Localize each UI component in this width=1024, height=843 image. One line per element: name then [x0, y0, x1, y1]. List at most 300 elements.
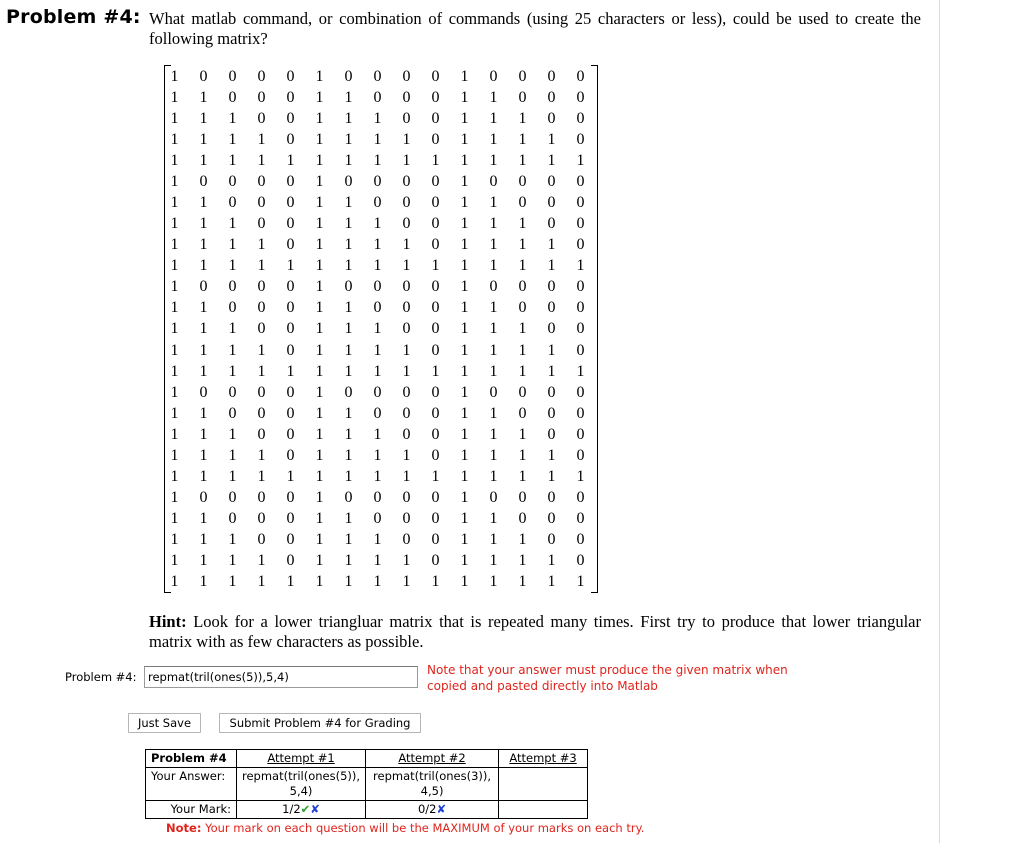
matrix-cell: 1 — [460, 194, 469, 211]
matrix-cell: 1 — [373, 468, 382, 486]
matrix-cell: 1 — [199, 531, 208, 549]
attempt-1-answer: repmat(tril(ones(5)), 5,4) — [237, 768, 366, 801]
matrix-cell: 1 — [170, 489, 179, 507]
matrix-cell: 0 — [576, 531, 585, 549]
matrix-cell: 0 — [431, 552, 440, 570]
answer-label: Problem #4: — [65, 670, 137, 684]
matrix-cell: 0 — [257, 194, 266, 211]
matrix-cell: 1 — [489, 552, 498, 570]
matrix-cell: 0 — [286, 299, 295, 317]
matrix-cell: 1 — [460, 215, 469, 233]
matrix-cell: 1 — [489, 510, 498, 528]
matrix-cell: 1 — [170, 88, 179, 106]
matrix-cell: 1 — [315, 531, 324, 549]
matrix-cell: 0 — [518, 88, 527, 106]
matrix-cell: 1 — [257, 552, 266, 570]
matrix-cell: 1 — [286, 468, 295, 486]
matrix-cell: 0 — [373, 67, 382, 85]
matrix-cell: 0 — [257, 383, 266, 401]
matrix-cell: 1 — [228, 320, 237, 338]
matrix-cell: 0 — [547, 320, 556, 338]
matrix-cell: 1 — [547, 468, 556, 486]
matrix-cell: 0 — [547, 88, 556, 106]
matrix-cell: 1 — [344, 299, 353, 317]
matrix-cell: 1 — [489, 151, 498, 169]
attempt-1-mark — [237, 801, 366, 819]
attempt-3-link[interactable]: Attempt #3 — [509, 751, 577, 765]
matrix-cell: 1 — [547, 446, 556, 464]
matrix-cell: 0 — [576, 194, 585, 211]
matrix-cell: 1 — [373, 362, 382, 380]
matrix-cell: 0 — [402, 489, 411, 507]
matrix-cell: 0 — [199, 278, 208, 296]
matrix-cell: 0 — [518, 67, 527, 85]
matrix-cell: 0 — [402, 510, 411, 528]
matrix-cell: 1 — [547, 257, 556, 275]
matrix-cell: 1 — [315, 151, 324, 169]
page-divider — [939, 0, 940, 843]
attempts-answer-row — [146, 768, 588, 801]
matrix-cell: 1 — [518, 130, 527, 148]
matrix-cell: 0 — [431, 510, 440, 528]
your-answer-label: Your Answer: — [146, 768, 237, 801]
matrix-cell: 0 — [576, 510, 585, 528]
matrix-cell: 1 — [518, 468, 527, 486]
matrix-cell: 1 — [547, 362, 556, 380]
matrix-cell: 1 — [489, 404, 498, 422]
matrix-cell: 1 — [373, 320, 382, 338]
matrix-cell: 1 — [170, 404, 179, 422]
matrix-cell: 0 — [402, 172, 411, 190]
attempts-problem-header: Problem #4 — [146, 750, 237, 768]
matrix-cell: 1 — [228, 531, 237, 549]
matrix-cell: 0 — [431, 109, 440, 127]
matrix-cell: 1 — [518, 446, 527, 464]
matrix-cell: 1 — [315, 257, 324, 275]
matrix-cell: 1 — [199, 109, 208, 127]
matrix-cell: 0 — [576, 383, 585, 401]
matrix-cell: 0 — [344, 172, 353, 190]
your-mark-label: Your Mark: — [146, 801, 237, 819]
matrix-cell: 1 — [489, 573, 498, 591]
matrix-cell: 1 — [286, 257, 295, 275]
matrix-cell: 1 — [199, 194, 208, 211]
attempts-mark-row — [146, 801, 588, 819]
matrix-cell: 0 — [286, 552, 295, 570]
matrix-cell: 0 — [576, 341, 585, 359]
matrix-cell: 1 — [170, 172, 179, 190]
matrix-cell: 1 — [402, 130, 411, 148]
matrix-cell: 0 — [286, 489, 295, 507]
matrix-cell: 1 — [373, 531, 382, 549]
matrix-cell: 0 — [547, 278, 556, 296]
matrix-cell: 0 — [402, 531, 411, 549]
matrix-cell: 1 — [460, 531, 469, 549]
matrix-cell: 0 — [518, 278, 527, 296]
attempt-1-header[interactable] — [237, 750, 366, 768]
matrix-cell: 1 — [228, 236, 237, 254]
matrix-cell: 1 — [402, 151, 411, 169]
matrix-cell: 1 — [170, 257, 179, 275]
matrix-cell: 1 — [199, 425, 208, 443]
matrix-cell: 0 — [431, 278, 440, 296]
matrix-cell: 1 — [431, 468, 440, 486]
just-save-button[interactable]: Just Save — [128, 713, 201, 733]
attempt-2-mark — [366, 801, 499, 819]
matrix-cell: 0 — [547, 172, 556, 190]
matrix-cell: 1 — [315, 109, 324, 127]
matrix-cell: 0 — [576, 172, 585, 190]
matrix-cell: 1 — [460, 404, 469, 422]
matrix-cell: 1 — [315, 404, 324, 422]
matrix-cell: 1 — [489, 194, 498, 211]
matrix-cell: 0 — [257, 67, 266, 85]
matrix-cell: 1 — [170, 194, 179, 211]
matrix-cell: 1 — [373, 573, 382, 591]
matrix-cell: 0 — [344, 489, 353, 507]
matrix-cell: 1 — [170, 425, 179, 443]
matrix-cell: 1 — [460, 341, 469, 359]
matrix-cell: 1 — [199, 299, 208, 317]
matrix-cell: 1 — [228, 257, 237, 275]
matrix-cell: 1 — [518, 341, 527, 359]
matrix-cell: 0 — [518, 404, 527, 422]
matrix-cell: 1 — [170, 278, 179, 296]
matrix-cell: 1 — [344, 468, 353, 486]
matrix-cell: 0 — [402, 278, 411, 296]
matrix-cell: 1 — [344, 362, 353, 380]
cross-icon: ✘ — [310, 802, 320, 816]
attempt-3-mark — [499, 801, 588, 819]
matrix-cell: 0 — [431, 383, 440, 401]
matrix-cell: 1 — [373, 236, 382, 254]
matrix-cell: 1 — [460, 88, 469, 106]
matrix-cell: 1 — [489, 236, 498, 254]
matrix-cell: 1 — [286, 573, 295, 591]
matrix-cell: 0 — [576, 278, 585, 296]
matrix-cell: 1 — [228, 468, 237, 486]
matrix-cell: 0 — [286, 130, 295, 148]
matrix-cell: 0 — [489, 489, 498, 507]
matrix-cell: 1 — [344, 320, 353, 338]
matrix-cell: 0 — [402, 299, 411, 317]
matrix-cell: 1 — [257, 130, 266, 148]
matrix-cell: 0 — [576, 299, 585, 317]
hint-text: Look for a lower triangluar matrix that is repeated many times. First try to produce that lower triangular matrix with as few characters as possible. — [149, 612, 922, 651]
matrix-cell: 1 — [170, 236, 179, 254]
matrix-cell: 0 — [257, 425, 266, 443]
matrix-cell: 1 — [344, 194, 353, 211]
matrix-cell: 1 — [460, 510, 469, 528]
matrix-cell: 1 — [489, 425, 498, 443]
matrix-cell: 1 — [518, 257, 527, 275]
matrix-cell: 0 — [286, 425, 295, 443]
matrix-cell: 0 — [547, 510, 556, 528]
matrix-cell: 1 — [431, 151, 440, 169]
matrix-cell: 1 — [402, 446, 411, 464]
matrix-cell: 1 — [402, 552, 411, 570]
attempt-3-header[interactable] — [499, 750, 588, 768]
matrix-cell: 0 — [402, 194, 411, 211]
matrix-cell: 0 — [489, 278, 498, 296]
matrix-cell: 0 — [576, 320, 585, 338]
matrix-cell: 0 — [547, 531, 556, 549]
matrix-cell: 0 — [576, 236, 585, 254]
matrix-cell: 1 — [547, 236, 556, 254]
footer-note-label: Note: — [166, 821, 202, 835]
matrix-cell: 0 — [257, 320, 266, 338]
matrix-cell: 0 — [286, 320, 295, 338]
matrix-cell: 1 — [518, 362, 527, 380]
matrix-cell: 1 — [576, 573, 585, 591]
matrix-cell: 1 — [315, 67, 324, 85]
matrix-cell: 1 — [489, 215, 498, 233]
matrix-cell: 1 — [315, 215, 324, 233]
matrix-cell: 0 — [257, 299, 266, 317]
attempt-2-header[interactable] — [366, 750, 499, 768]
matrix-cell: 0 — [373, 278, 382, 296]
hint-label: Hint: — [149, 612, 187, 631]
matrix-cell: 1 — [431, 362, 440, 380]
matrix-cell: 1 — [489, 257, 498, 275]
matrix-cell: 1 — [344, 257, 353, 275]
problem-heading: Problem #4: — [6, 6, 141, 28]
matrix-cell: 1 — [257, 257, 266, 275]
matrix-cell: 0 — [402, 67, 411, 85]
matrix-cell: 1 — [547, 341, 556, 359]
matrix-cell: 0 — [576, 130, 585, 148]
submit-grading-button[interactable]: Submit Problem #4 for Grading — [219, 713, 421, 733]
matrix-cell: 1 — [576, 468, 585, 486]
matrix-cell: 1 — [344, 151, 353, 169]
matrix-cell: 1 — [170, 215, 179, 233]
matrix-cell: 1 — [257, 151, 266, 169]
matrix-cell: 1 — [315, 320, 324, 338]
matrix-cell: 1 — [431, 573, 440, 591]
matrix-cell: 0 — [373, 510, 382, 528]
matrix-cell: 0 — [431, 341, 440, 359]
matrix-cell: 0 — [228, 88, 237, 106]
matrix-cell: 0 — [402, 88, 411, 106]
matrix-cell: 0 — [576, 215, 585, 233]
matrix-cell: 0 — [257, 531, 266, 549]
matrix-cell: 1 — [460, 257, 469, 275]
matrix-cell: 1 — [518, 425, 527, 443]
matrix-cell: 0 — [402, 215, 411, 233]
matrix-cell: 1 — [576, 151, 585, 169]
matrix-cell: 0 — [286, 194, 295, 211]
answer-note: Note that your answer must produce the given matrix when copied and pasted directly into Matlab — [427, 663, 788, 693]
matrix-cell: 0 — [547, 109, 556, 127]
matrix-cell: 1 — [315, 130, 324, 148]
matrix-cell: 1 — [344, 531, 353, 549]
matrix-cell: 0 — [431, 531, 440, 549]
matrix-cell: 0 — [431, 489, 440, 507]
matrix-cell: 1 — [460, 236, 469, 254]
matrix-cell: 1 — [344, 425, 353, 443]
matrix-cell: 1 — [460, 446, 469, 464]
matrix-cell: 1 — [344, 236, 353, 254]
matrix-cell: 1 — [315, 362, 324, 380]
matrix-cell: 1 — [460, 130, 469, 148]
matrix-cell: 0 — [286, 67, 295, 85]
footer-note — [166, 821, 644, 835]
matrix-cell: 0 — [228, 278, 237, 296]
matrix-cell: 1 — [460, 278, 469, 296]
hint — [149, 612, 921, 652]
problem-question: What matlab command, or combination of commands (using 25 characters or less), could be used to create the following matrix? — [149, 9, 921, 48]
matrix-cell: 1 — [373, 552, 382, 570]
matrix-cell: 1 — [199, 362, 208, 380]
matrix-cell: 1 — [518, 552, 527, 570]
matrix-cell: 1 — [315, 194, 324, 211]
matrix-cell: 1 — [402, 468, 411, 486]
matrix-cell: 1 — [489, 109, 498, 127]
matrix-cell: 1 — [547, 130, 556, 148]
matrix-cell: 1 — [344, 109, 353, 127]
matrix-cell: 0 — [257, 510, 266, 528]
matrix-cell: 1 — [547, 552, 556, 570]
matrix-cell: 1 — [199, 404, 208, 422]
matrix-cell: 1 — [257, 341, 266, 359]
matrix-cell: 0 — [431, 130, 440, 148]
matrix-cell: 1 — [315, 425, 324, 443]
matrix-cell: 1 — [431, 257, 440, 275]
matrix-cell: 0 — [402, 320, 411, 338]
matrix-cell: 1 — [344, 130, 353, 148]
matrix-cell: 1 — [489, 88, 498, 106]
matrix-cell: 0 — [286, 236, 295, 254]
matrix-cell: 1 — [315, 299, 324, 317]
matrix-cell: 0 — [373, 194, 382, 211]
matrix-cell: 0 — [518, 172, 527, 190]
matrix-cell: 0 — [373, 404, 382, 422]
matrix-cell: 1 — [228, 151, 237, 169]
matrix-cell: 0 — [402, 109, 411, 127]
matrix-cell: 0 — [518, 194, 527, 211]
matrix-cell: 1 — [315, 88, 324, 106]
matrix-cell: 1 — [402, 341, 411, 359]
matrix-cell: 1 — [315, 383, 324, 401]
matrix-cell: 1 — [402, 257, 411, 275]
matrix-cell: 1 — [228, 425, 237, 443]
matrix-cell: 0 — [257, 278, 266, 296]
matrix-cell: 0 — [431, 320, 440, 338]
matrix-cell: 1 — [199, 341, 208, 359]
matrix-cell: 1 — [344, 446, 353, 464]
matrix-cell: 1 — [489, 468, 498, 486]
matrix-cell: 1 — [315, 489, 324, 507]
matrix-cell: 0 — [576, 88, 585, 106]
matrix-cell: 0 — [373, 489, 382, 507]
matrix-cell: 1 — [170, 109, 179, 127]
matrix-cell: 1 — [344, 215, 353, 233]
matrix-cell: 1 — [460, 172, 469, 190]
matrix-cell: 0 — [257, 489, 266, 507]
matrix-cell: 1 — [518, 320, 527, 338]
matrix-cell: 1 — [460, 109, 469, 127]
matrix-cell: 1 — [170, 67, 179, 85]
matrix-cell: 1 — [228, 446, 237, 464]
matrix-cell: 1 — [199, 446, 208, 464]
matrix-cell: 0 — [431, 446, 440, 464]
matrix-cell: 1 — [315, 510, 324, 528]
matrix-cell: 1 — [199, 151, 208, 169]
matrix-cell: 0 — [228, 67, 237, 85]
answer-input[interactable] — [144, 666, 418, 688]
matrix-cell: 1 — [170, 531, 179, 549]
matrix-cell: 0 — [199, 172, 208, 190]
matrix-cell: 1 — [315, 446, 324, 464]
matrix-cell: 1 — [170, 446, 179, 464]
matrix-cell: 0 — [257, 109, 266, 127]
matrix-cell: 0 — [489, 172, 498, 190]
matrix-cell: 0 — [431, 215, 440, 233]
matrix-cell: 0 — [228, 404, 237, 422]
matrix-cell: 1 — [199, 552, 208, 570]
matrix-cell: 0 — [547, 489, 556, 507]
footer-note-text: Your mark on each question will be the MAXIMUM of your marks on each try. — [205, 821, 645, 835]
matrix-cell: 0 — [576, 425, 585, 443]
matrix-cell: 0 — [518, 383, 527, 401]
matrix-cell: 1 — [518, 215, 527, 233]
matrix-cell: 0 — [576, 109, 585, 127]
matrix-cell: 1 — [315, 573, 324, 591]
matrix-cell: 1 — [315, 341, 324, 359]
matrix-cell: 1 — [460, 299, 469, 317]
matrix-cell: 1 — [460, 489, 469, 507]
matrix-cell: 1 — [373, 215, 382, 233]
matrix-cell: 0 — [402, 404, 411, 422]
matrix-cell: 1 — [373, 257, 382, 275]
matrix-cell: 1 — [170, 151, 179, 169]
matrix-cell: 1 — [170, 552, 179, 570]
matrix-cell: 0 — [576, 552, 585, 570]
matrix-cell: 0 — [431, 67, 440, 85]
matrix-cell: 1 — [170, 320, 179, 338]
matrix-cell: 1 — [228, 552, 237, 570]
matrix-cell: 0 — [431, 299, 440, 317]
attempt-2-link[interactable]: Attempt #2 — [398, 751, 466, 765]
matrix-cell: 1 — [315, 172, 324, 190]
matrix-cell: 0 — [373, 88, 382, 106]
matrix-cell: 1 — [228, 362, 237, 380]
matrix-cell: 0 — [373, 383, 382, 401]
matrix-cell: 1 — [199, 236, 208, 254]
matrix-cell: 0 — [576, 67, 585, 85]
matrix-cell: 1 — [518, 531, 527, 549]
matrix-cell: 1 — [344, 510, 353, 528]
matrix-cell: 0 — [576, 446, 585, 464]
attempt-1-link[interactable]: Attempt #1 — [267, 751, 335, 765]
matrix-cell: 1 — [344, 88, 353, 106]
matrix-cell: 0 — [344, 67, 353, 85]
matrix-cell: 0 — [228, 194, 237, 211]
matrix-cell: 0 — [489, 67, 498, 85]
matrix-cell: 0 — [373, 299, 382, 317]
matrix-cell: 0 — [547, 383, 556, 401]
matrix-cell: 0 — [257, 215, 266, 233]
matrix-cell: 0 — [286, 383, 295, 401]
matrix-cell: 1 — [489, 362, 498, 380]
matrix-cell: 1 — [373, 151, 382, 169]
matrix-cell: 0 — [286, 215, 295, 233]
matrix-cell: 1 — [489, 341, 498, 359]
matrix-cell: 0 — [286, 278, 295, 296]
matrix-cell: 0 — [547, 299, 556, 317]
matrix-cell: 0 — [431, 425, 440, 443]
matrix-cell: 1 — [170, 341, 179, 359]
